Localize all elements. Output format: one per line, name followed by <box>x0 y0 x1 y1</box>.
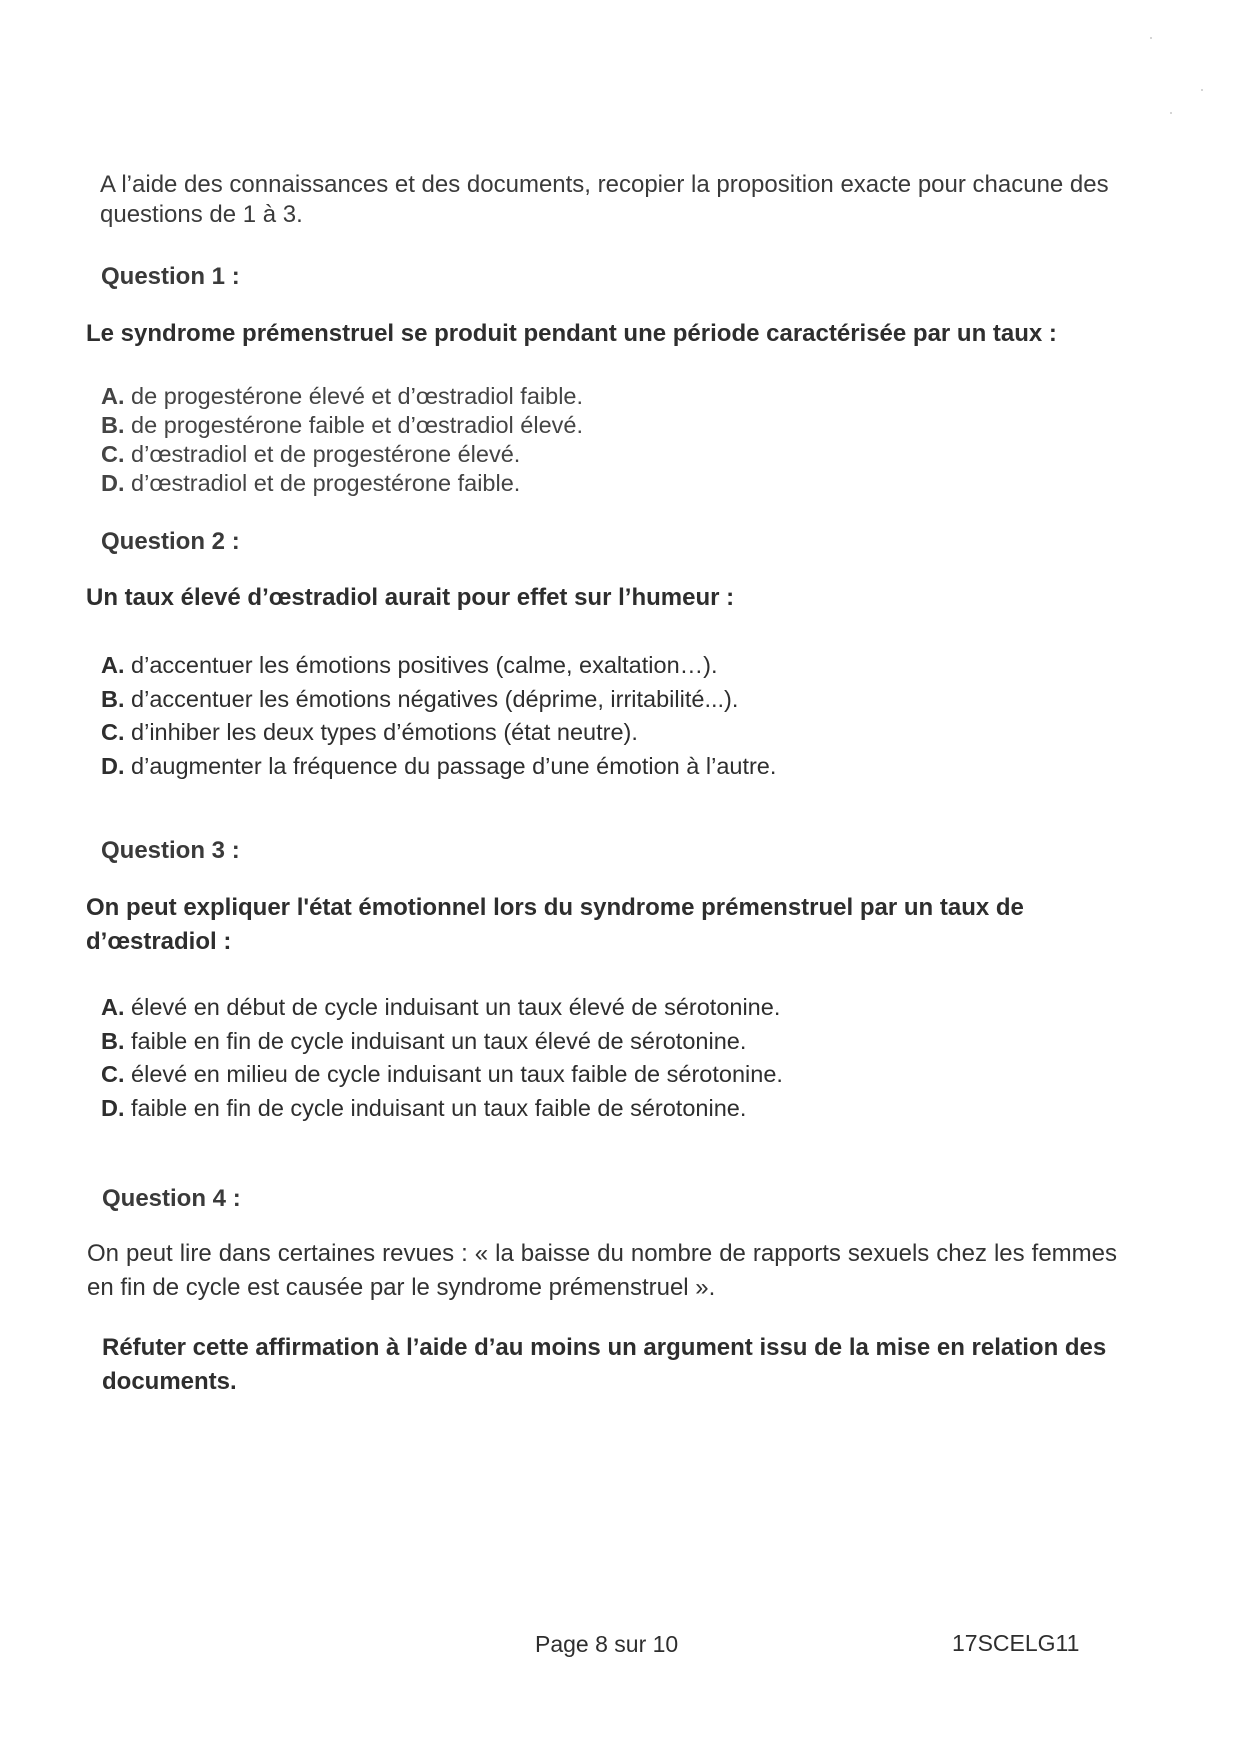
question-1-heading: Question 1 : <box>101 263 240 290</box>
question-1-option-a: A. de progestérone élevé et d’œstradiol faible. <box>101 383 584 409</box>
question-3-option-b: B. faible en fin de cycle induisant un taux élevé de sérotonine. <box>101 1027 747 1054</box>
question-2-heading: Question 2 : <box>101 528 240 555</box>
page-number: Page 8 sur 10 <box>535 1631 679 1657</box>
question-2-option-a: A. d’accentuer les émotions positives (calme, exaltation…). <box>101 652 718 678</box>
question-3-options <box>101 991 783 1125</box>
question-2-prompt: Un taux élevé d’œstradiol aurait pour effet sur l’humeur : <box>86 584 735 611</box>
question-1-option-d: D. d’œstradiol et de progestérone faible. <box>101 470 521 496</box>
question-1-prompt: Le syndrome prémenstruel se produit pendant une période caractérisée par un taux : <box>86 320 1057 347</box>
question-2-option-b: B. d’accentuer les émotions négatives (déprime, irritabilité...). <box>101 685 739 712</box>
document-code: 17SCELG11 <box>952 1630 1080 1656</box>
question-3-option-a: A. élevé en début de cycle induisant un taux élevé de sérotonine. <box>101 994 781 1020</box>
question-1-option-c: C. d’œstradiol et de progestérone élevé. <box>101 441 521 467</box>
question-2-option-d: D. d’augmenter la fréquence du passage d’une émotion à l’autre. <box>101 752 777 779</box>
instructions-intro: A l’aide des connaissances et des documents, recopier la proposition exacte pour chacune des questions de 1 à 3. <box>100 171 1109 228</box>
question-4-instruction: Réfuter cette affirmation à l’aide d’au moins un argument issu de la mise en relation des documents. <box>102 1334 1107 1395</box>
question-4-statement: On peut lire dans certaines revues : « la baisse du nombre de rapports sexuels chez les femmes en fin de cycle est causée par le syndrome prémenstruel ». <box>87 1240 1117 1301</box>
question-1-options <box>101 382 583 498</box>
question-3-option-d: D. faible en fin de cycle induisant un taux faible de sérotonine. <box>101 1094 747 1121</box>
question-3-prompt: On peut expliquer l'état émotionnel lors du syndrome prémenstruel par un taux de d’œstradiol : <box>86 894 1024 955</box>
question-3-option-c: C. élevé en milieu de cycle induisant un taux faible de sérotonine. <box>101 1061 783 1087</box>
question-2-options <box>101 649 776 783</box>
question-4-heading: Question 4 : <box>102 1185 241 1212</box>
question-3-heading: Question 3 : <box>101 837 240 864</box>
scan-speck <box>1170 112 1172 114</box>
question-2-option-c: C. d’inhiber les deux types d’émotions (état neutre). <box>101 719 638 745</box>
scan-speck <box>1150 37 1152 39</box>
scan-speck <box>1201 89 1203 91</box>
question-1-option-b: B. de progestérone faible et d’œstradiol élevé. <box>101 412 584 438</box>
